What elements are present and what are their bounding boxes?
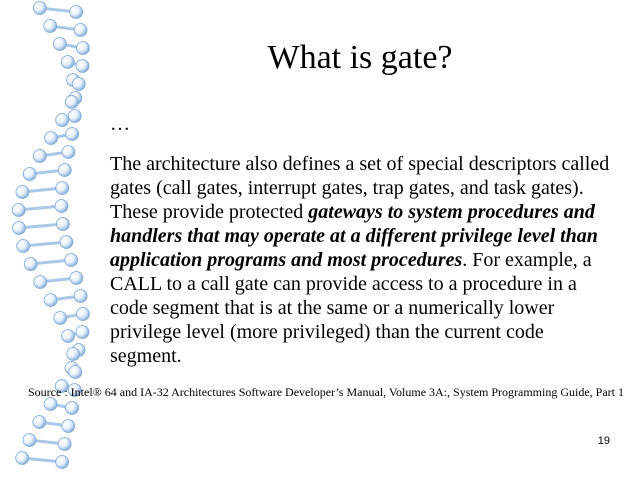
dna-bead <box>58 164 71 177</box>
dna-bead <box>60 236 73 249</box>
dna-bead <box>12 204 25 217</box>
page-number: 19 <box>597 435 610 447</box>
dna-bead <box>16 186 29 199</box>
dna-bead <box>70 272 83 285</box>
dna-bead <box>33 2 46 15</box>
dna-bead <box>45 132 58 145</box>
dna-bead <box>65 96 78 109</box>
dna-bead <box>76 60 89 73</box>
dna-bead <box>23 434 36 447</box>
dna-bead <box>55 200 68 213</box>
dna-bead <box>34 276 47 289</box>
body-paragraph <box>110 152 610 368</box>
body-text-part2: . For example, a CALL to a call gate can provide access to a procedure in a code segment that is at the same or a numerically lower privilege level (more privileged) than the current code segment. <box>110 249 592 367</box>
dna-bead <box>62 420 75 433</box>
dna-bead <box>23 168 36 181</box>
dna-bead <box>17 240 30 253</box>
dna-bead <box>74 24 87 37</box>
dna-bead <box>56 114 69 127</box>
dna-bead <box>76 326 89 339</box>
dna-bead <box>16 452 29 465</box>
dna-bead <box>76 308 89 321</box>
dna-bead <box>72 78 85 91</box>
body-emphasis: gateways to system procedures and handlers that may operate at a different privilege level than application programs and most procedures <box>110 201 598 271</box>
dna-bead <box>62 330 75 343</box>
dna-bead <box>58 438 71 451</box>
dna-bead <box>69 366 82 379</box>
dna-bead <box>74 290 87 303</box>
dna-bead <box>66 128 79 141</box>
dna-bead <box>66 402 79 415</box>
dna-bead <box>44 20 57 33</box>
slide-title: What is gate? <box>267 39 453 76</box>
dna-bead <box>61 56 74 69</box>
dna-bead <box>54 312 67 325</box>
dna-bead <box>67 348 80 361</box>
dna-bead <box>68 110 81 123</box>
dna-bead <box>62 146 75 159</box>
dna-bead <box>56 456 69 469</box>
dna-bead <box>33 416 46 429</box>
ellipsis-text: … <box>110 113 130 135</box>
source-citation: Source : Intel® 64 and IA-32 Architectures Software Developer’s Manual, Volume 3A:, System Programming Guide, Part 1 <box>28 385 625 399</box>
dna-bead <box>33 150 46 163</box>
dna-helix-icon <box>0 0 110 478</box>
dna-bead <box>44 294 57 307</box>
body-text-part1: The architecture also defines a set of special descriptors called gates (call gates, interrupt gates, trap gates, and task gates). These provide protected <box>110 153 610 223</box>
dna-bead <box>70 6 83 19</box>
dna-bead <box>56 218 69 231</box>
dna-bead <box>76 42 89 55</box>
dna-bead <box>65 254 78 267</box>
dna-bead <box>56 182 69 195</box>
dna-bead <box>24 258 37 271</box>
dna-bead <box>53 38 66 51</box>
dna-bead <box>12 222 25 235</box>
